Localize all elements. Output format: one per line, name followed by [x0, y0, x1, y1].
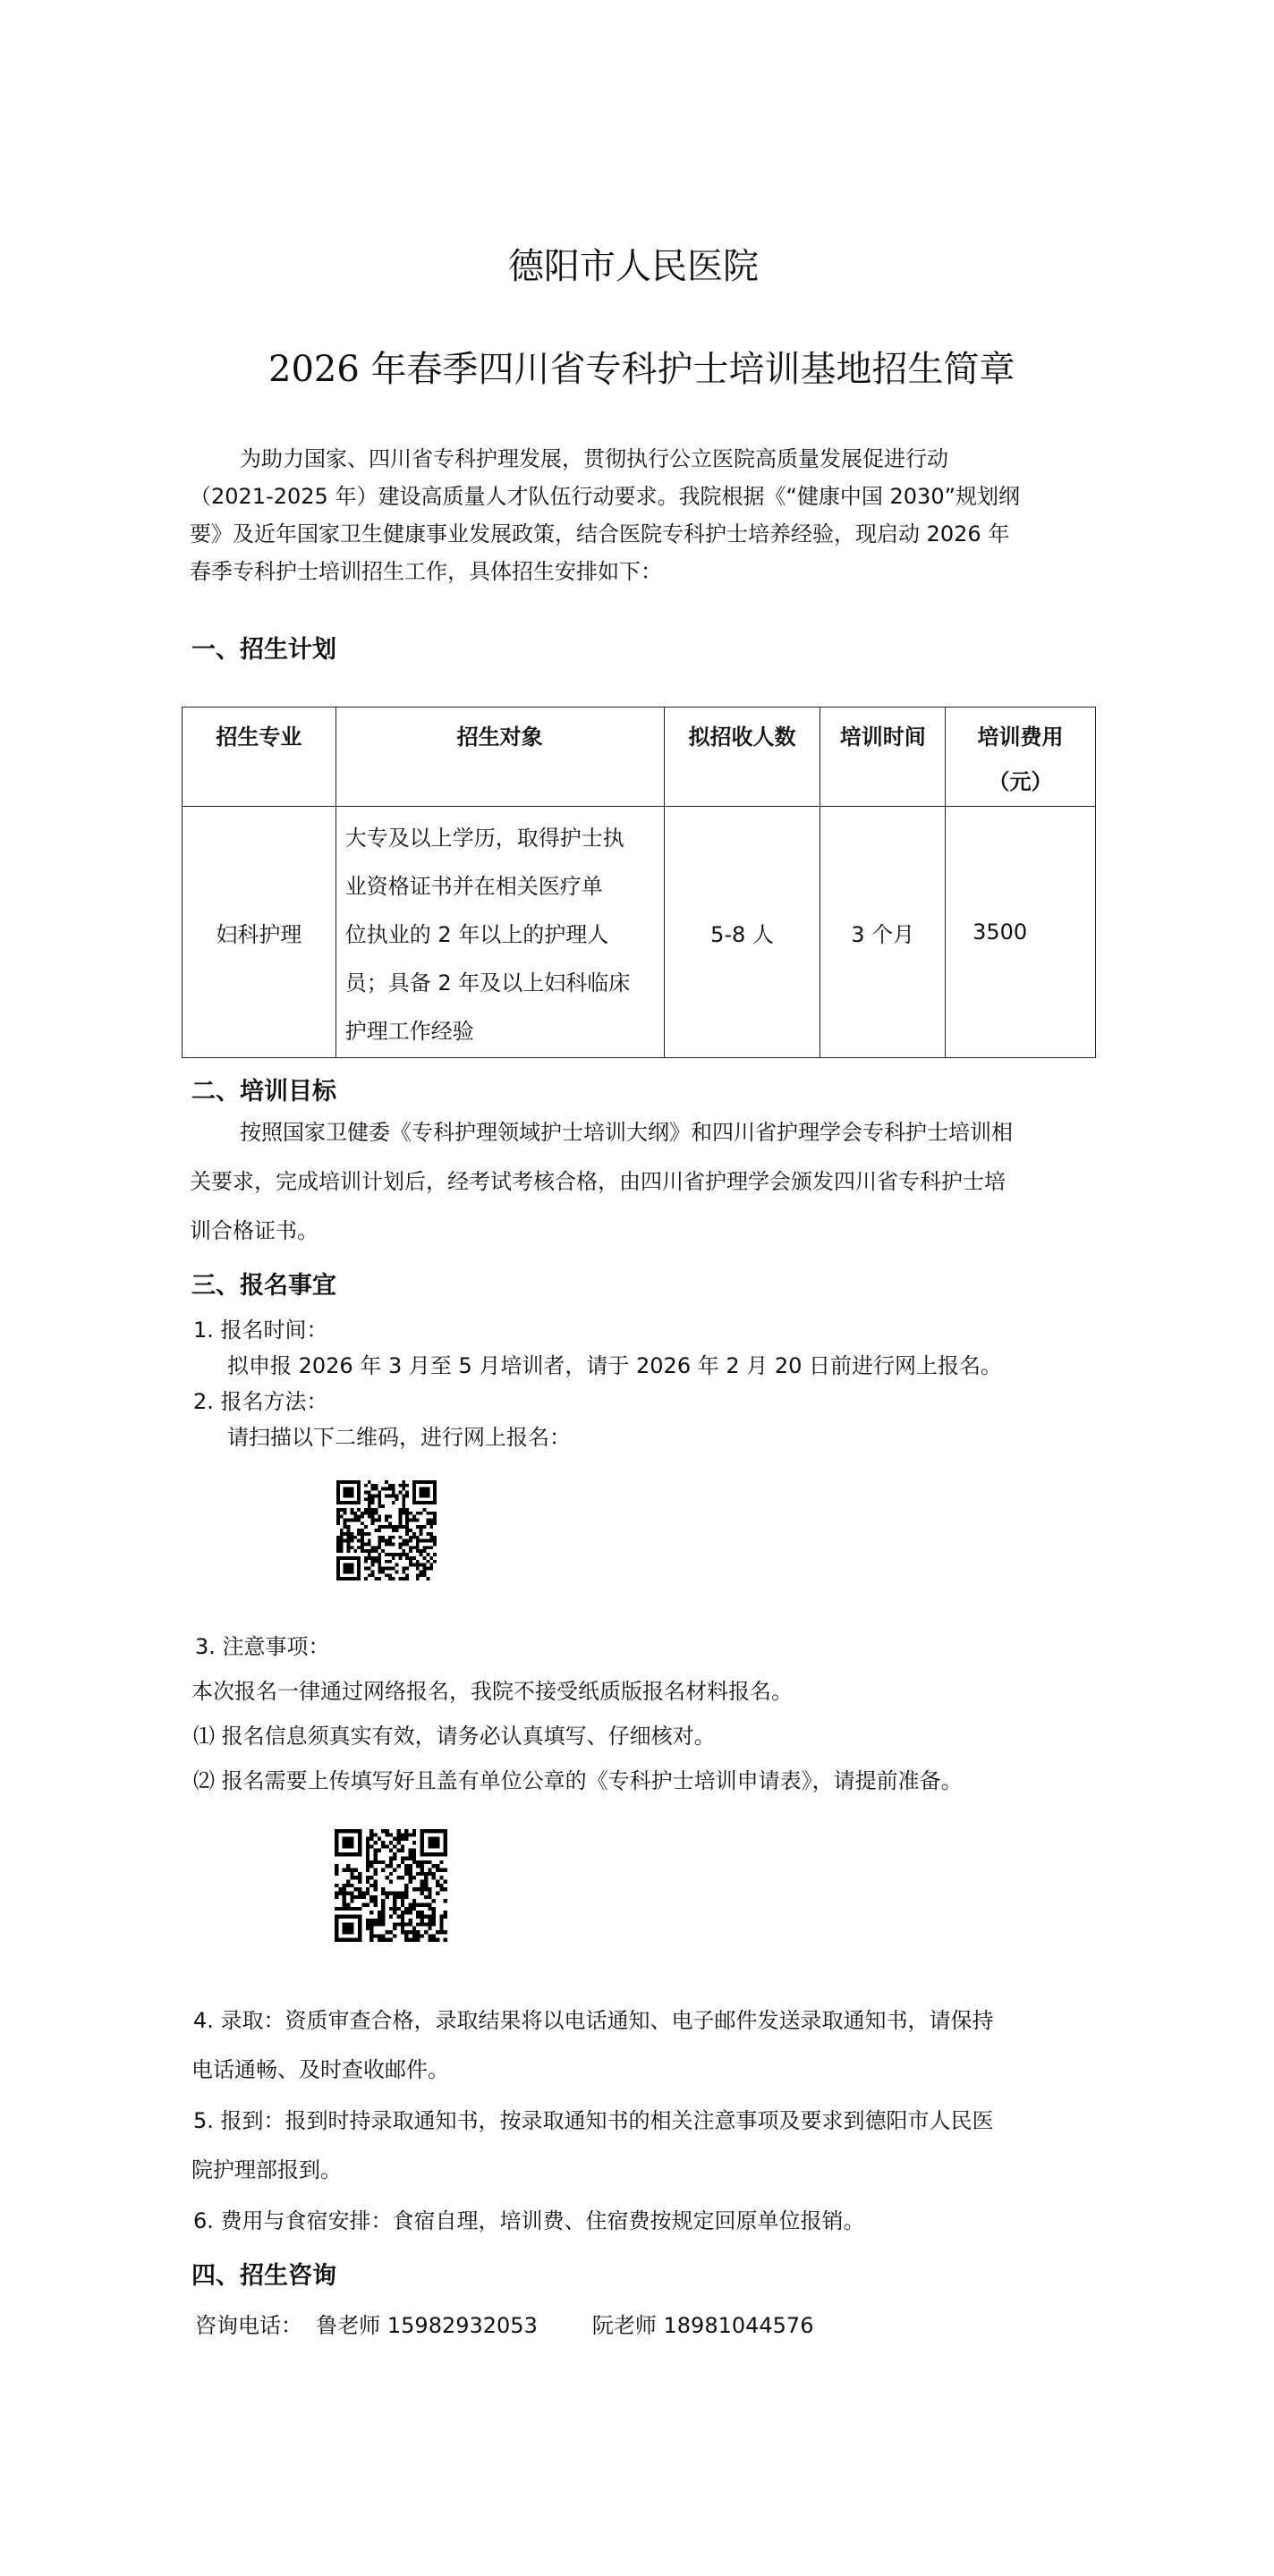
- report-line-2: 院护理部报到。: [191, 2157, 342, 2182]
- note-item-1: ⑴ 报名信息须真实有效，请务必认真填写、仔细核对。: [193, 1724, 716, 1749]
- col-header-target: 招生对象: [335, 708, 664, 807]
- col-header-duration: 培训时间: [820, 708, 946, 807]
- goal-line-1: 按照国家卫健委《专科护理领域护士培训大纲》和四川省护理学会专科护士培训相: [240, 1120, 1013, 1145]
- intro-line-3: 要》及近年国家卫生健康事业发展政策，结合医院专科护士培养经验，现启动 2026 年: [190, 521, 1010, 547]
- table-header-row: [183, 708, 1096, 807]
- table-row: [183, 807, 1096, 1058]
- goal-line-3: 训合格证书。: [190, 1218, 318, 1243]
- section-heading-contact: 四、招生咨询: [191, 2262, 336, 2290]
- cell-major: 妇科护理: [183, 807, 336, 1058]
- fees-line: 6. 费用与食宿安排：食宿自理，培训费、住宿费按规定回原单位报销。: [193, 2208, 865, 2233]
- contact-phones: 咨询电话： 鲁老师 15982932053 阮老师 18981044576: [195, 2313, 814, 2338]
- qr-code-application-form[interactable]: [335, 1829, 447, 1942]
- admission-line-2: 电话通畅、及时查收邮件。: [191, 2057, 449, 2082]
- goal-line-2: 关要求，完成培训计划后，经考试考核合格，由四川省护理学会颁发四川省专科护士培: [190, 1169, 1006, 1194]
- reg-time-text: 拟申报 2026 年 3 月至 5 月培训者，请于 2026 年 2 月 20 日前进行网上报名。: [227, 1353, 1003, 1378]
- notes-label: 3. 注意事项：: [195, 1634, 330, 1659]
- section-heading-goal: 二、培训目标: [191, 1078, 336, 1106]
- col-header-fee: 培训费用 （元）: [946, 708, 1096, 807]
- intro-line-1: 为助力国家、四川省专科护理发展，贯彻执行公立医院高质量发展促进行动: [240, 446, 948, 471]
- qr-code-registration[interactable]: [336, 1480, 437, 1580]
- intro-line-4: 春季专科护士培训招生工作，具体招生安排如下：: [190, 559, 662, 584]
- report-line-1: 5. 报到：报到时持录取通知书，按录取通知书的相关注意事项及要求到德阳市人民医: [193, 2108, 994, 2133]
- org-name: 德阳市人民医院: [508, 246, 759, 287]
- col-header-count: 拟招收人数: [664, 708, 820, 807]
- cell-fee: 3500: [946, 807, 1096, 1058]
- reg-method-text: 请扫描以下二维码，进行网上报名：: [227, 1425, 571, 1450]
- enrollment-table: [182, 707, 1096, 1058]
- section-heading-plan: 一、招生计划: [191, 636, 336, 664]
- notes-text: 本次报名一律通过网络报名，我院不接受纸质版报名材料报名。: [191, 1679, 793, 1704]
- cell-duration: 3 个月: [820, 807, 946, 1058]
- note-item-2: ⑵ 报名需要上传填写好且盖有单位公章的《专科护士培训申请表》，请提前准备。: [193, 1768, 963, 1793]
- cell-target: 大专及以上学历，取得护士执 业资格证书并在相关医疗单 位执业的 2 年以上的护理人 员；具备 2 年及以上妇科临床 护理工作经验: [335, 807, 664, 1058]
- col-header-major: 招生专业: [183, 708, 336, 807]
- admission-line-1: 4. 录取：资质审查合格，录取结果将以电话通知、电子邮件发送录取通知书，请保持: [193, 2008, 994, 2033]
- reg-time-label: 1. 报名时间：: [193, 1318, 328, 1343]
- page-title: 2026 年春季四川省专科护士培训基地招生简章: [268, 349, 1015, 390]
- cell-count: 5-8 人: [664, 807, 820, 1058]
- reg-method-label: 2. 报名方法：: [193, 1389, 328, 1414]
- intro-line-2: （2021-2025 年）建设高质量人才队伍行动要求。我院根据《“健康中国 2030”规划纲: [190, 484, 1021, 509]
- section-heading-registration: 三、报名事宜: [191, 1272, 336, 1300]
